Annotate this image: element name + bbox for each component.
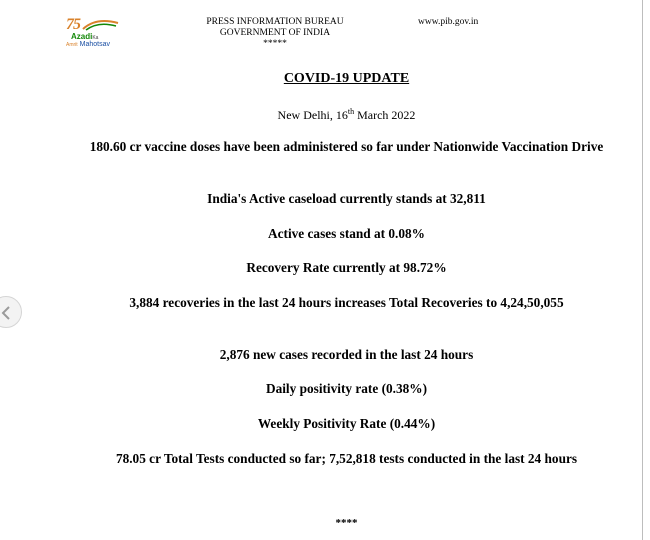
highlight-recoveries: 3,884 recoveries in the last 24 hours increases Total Recoveries to 4,24,50,055	[129, 295, 564, 310]
logo-mark: 75	[66, 16, 80, 33]
highlight-weekly-positivity: Weekly Positivity Rate (0.44%)	[257, 416, 436, 431]
dateline: New Delhi, 16th March 2022	[277, 107, 416, 122]
header-center	[170, 17, 380, 50]
government-name: GOVERNMENT OF INDIA	[219, 28, 331, 38]
end-marker: ****	[335, 517, 358, 529]
highlight-new-cases: 2,876 new cases recorded in the last 24 hours	[219, 347, 474, 362]
azadi-ka-amrit-mahotsav-logo	[64, 16, 144, 50]
highlight-daily-positivity: Daily positivity rate (0.38%)	[265, 381, 428, 396]
highlight-recovery-rate: Recovery Rate currently at 98.72%	[246, 260, 447, 275]
page-title: COVID-19 UPDATE	[283, 71, 410, 86]
logo-swoosh-icon	[82, 19, 120, 31]
header-stars: *****	[263, 39, 287, 49]
highlight-vaccine-doses: 180.60 cr vaccine doses have been administered so far under Nationwide Vaccination Drive	[89, 139, 604, 154]
logo-azadi-text: AzadiKa	[71, 32, 99, 41]
highlight-active-caseload: India's Active caseload currently stands at 32,811	[207, 191, 486, 206]
highlight-active-cases-percent: Active cases stand at 0.08%	[268, 226, 425, 241]
chevron-left-icon	[0, 306, 12, 320]
bureau-name: PRESS INFORMATION BUREAU	[206, 17, 344, 27]
pib-url: www.pib.gov.in	[418, 17, 479, 27]
logo-mahotsav-text: Amrit Mahotsav	[66, 41, 110, 48]
highlight-total-tests: 78.05 cr Total Tests conducted so far; 7,52,818 tests conducted in the last 24 hours	[115, 451, 578, 466]
previous-page-button[interactable]	[0, 296, 22, 328]
